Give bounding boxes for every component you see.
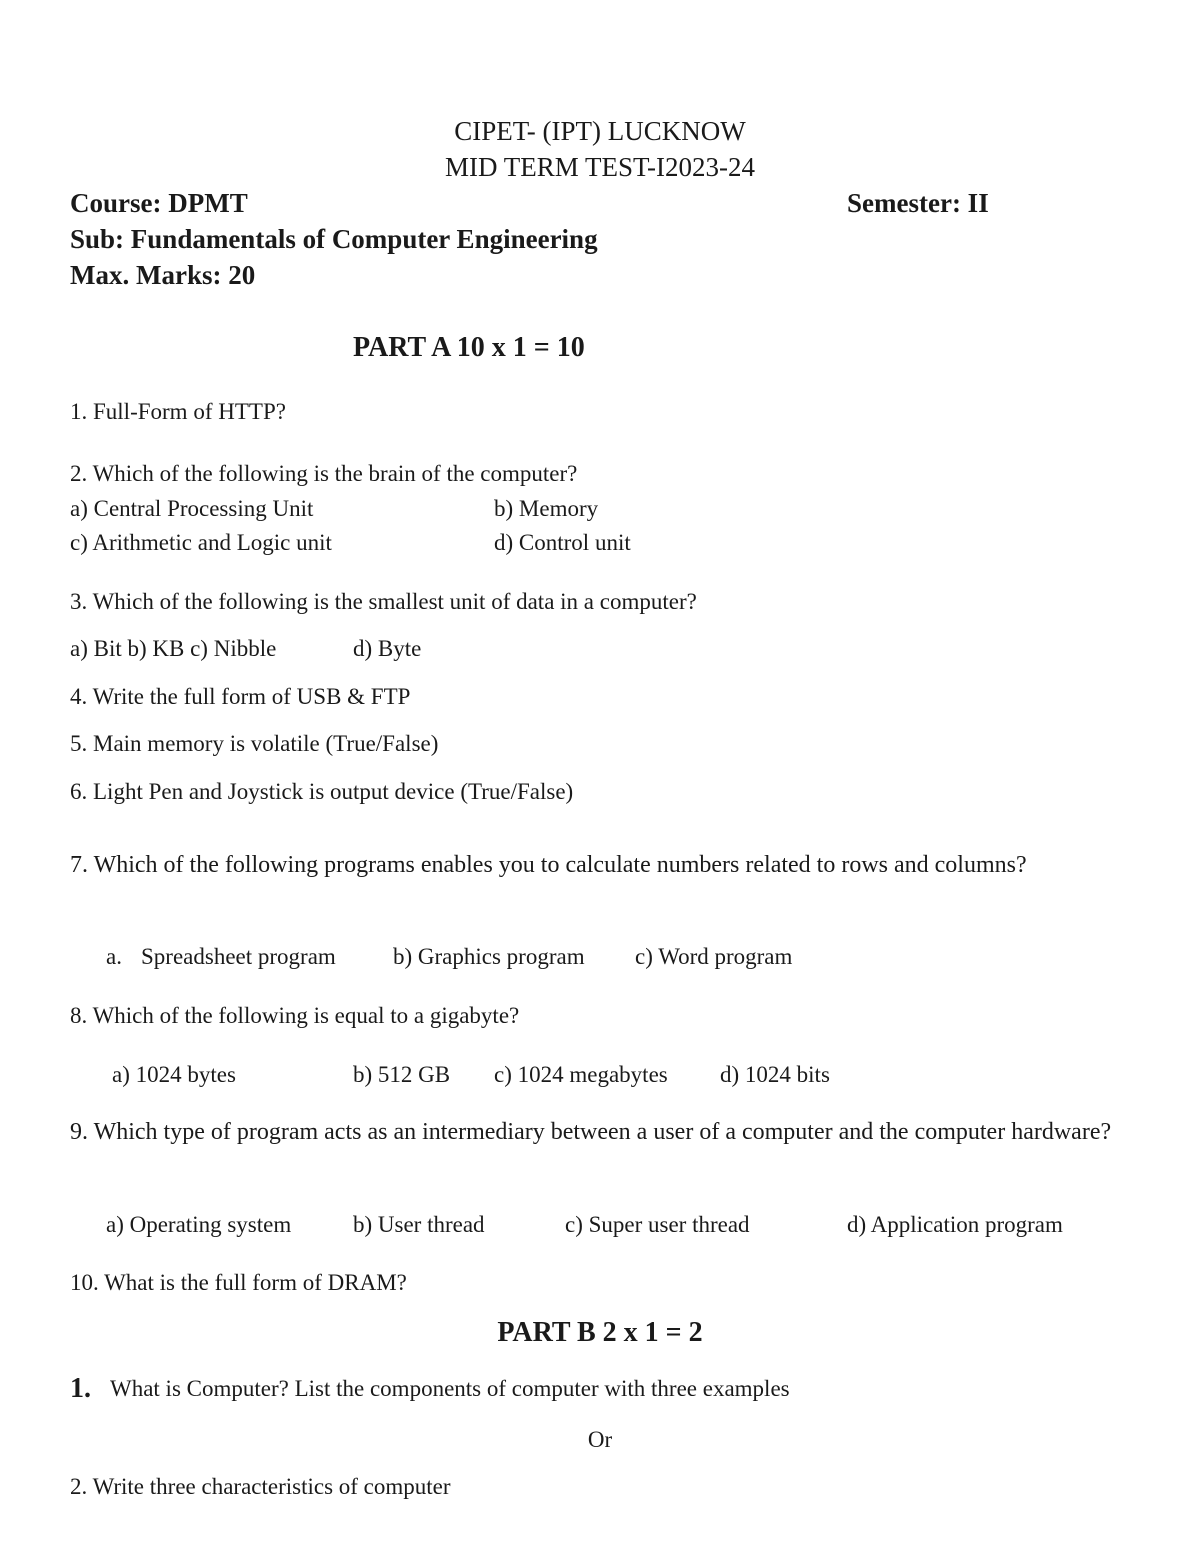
part-a-title: PART A 10 x 1 = 10 xyxy=(353,332,585,363)
q2-option-b: b) Memory xyxy=(494,496,599,521)
question-1: 1. Full-Form of HTTP? xyxy=(70,399,286,424)
q8-option-c: c) 1024 megabytes xyxy=(494,1062,668,1087)
q7-option-c: c) Word program xyxy=(635,944,793,969)
part-b-question-2: 2. Write three characteristics of computer xyxy=(70,1474,451,1499)
part-b-q1-number: 1. xyxy=(70,1373,91,1404)
q7-option-b: b) Graphics program xyxy=(393,944,585,969)
institute-title: CIPET- (IPT) LUCKNOW xyxy=(454,116,746,146)
q9-option-d: d) Application program xyxy=(847,1212,1063,1237)
q7-option-a-marker: a. xyxy=(106,944,122,969)
question-4: 4. Write the full form of USB & FTP xyxy=(70,684,411,709)
question-2: 2. Which of the following is the brain of the computer? xyxy=(70,461,578,486)
question-9: 9. Which type of program acts as an intermediary between a user of a computer and the computer hardware? xyxy=(70,1119,1112,1145)
question-7: 7. Which of the following programs enables you to calculate numbers related to rows and columns? xyxy=(70,852,1027,878)
question-3: 3. Which of the following is the smallest unit of data in a computer? xyxy=(70,589,697,614)
max-marks-label: Max. Marks: 20 xyxy=(70,260,256,290)
q8-option-d: d) 1024 bits xyxy=(720,1062,830,1087)
question-6: 6. Light Pen and Joystick is output device (True/False) xyxy=(70,779,574,804)
question-10: 10. What is the full form of DRAM? xyxy=(70,1270,407,1295)
exam-title: MID TERM TEST-I2023-24 xyxy=(444,152,755,182)
q9-option-a: a) Operating system xyxy=(106,1212,292,1237)
q3-option-d: d) Byte xyxy=(353,636,422,661)
q2-option-d: d) Control unit xyxy=(494,530,631,555)
q8-option-b: b) 512 GB xyxy=(353,1062,451,1087)
semester-label: Semester: II xyxy=(847,188,989,218)
subject-label: Sub: Fundamentals of Computer Engineering xyxy=(70,224,598,254)
q7-option-a: Spreadsheet program xyxy=(141,944,336,969)
q9-option-c: c) Super user thread xyxy=(565,1212,750,1237)
q2-option-c: c) Arithmetic and Logic unit xyxy=(70,530,332,555)
or-separator: Or xyxy=(587,1427,613,1452)
question-5: 5. Main memory is volatile (True/False) xyxy=(70,731,439,756)
question-8: 8. Which of the following is equal to a gigabyte? xyxy=(70,1003,520,1028)
q8-option-a: a) 1024 bytes xyxy=(112,1062,236,1087)
course-label: Course: DPMT xyxy=(70,188,248,218)
part-b-title: PART B 2 x 1 = 2 xyxy=(497,1317,703,1348)
q9-option-b: b) User thread xyxy=(353,1212,485,1237)
q2-option-a: a) Central Processing Unit xyxy=(70,496,314,521)
q3-options-abc: a) Bit b) KB c) Nibble xyxy=(70,636,277,661)
part-b-question-1: What is Computer? List the components of computer with three examples xyxy=(110,1376,790,1401)
